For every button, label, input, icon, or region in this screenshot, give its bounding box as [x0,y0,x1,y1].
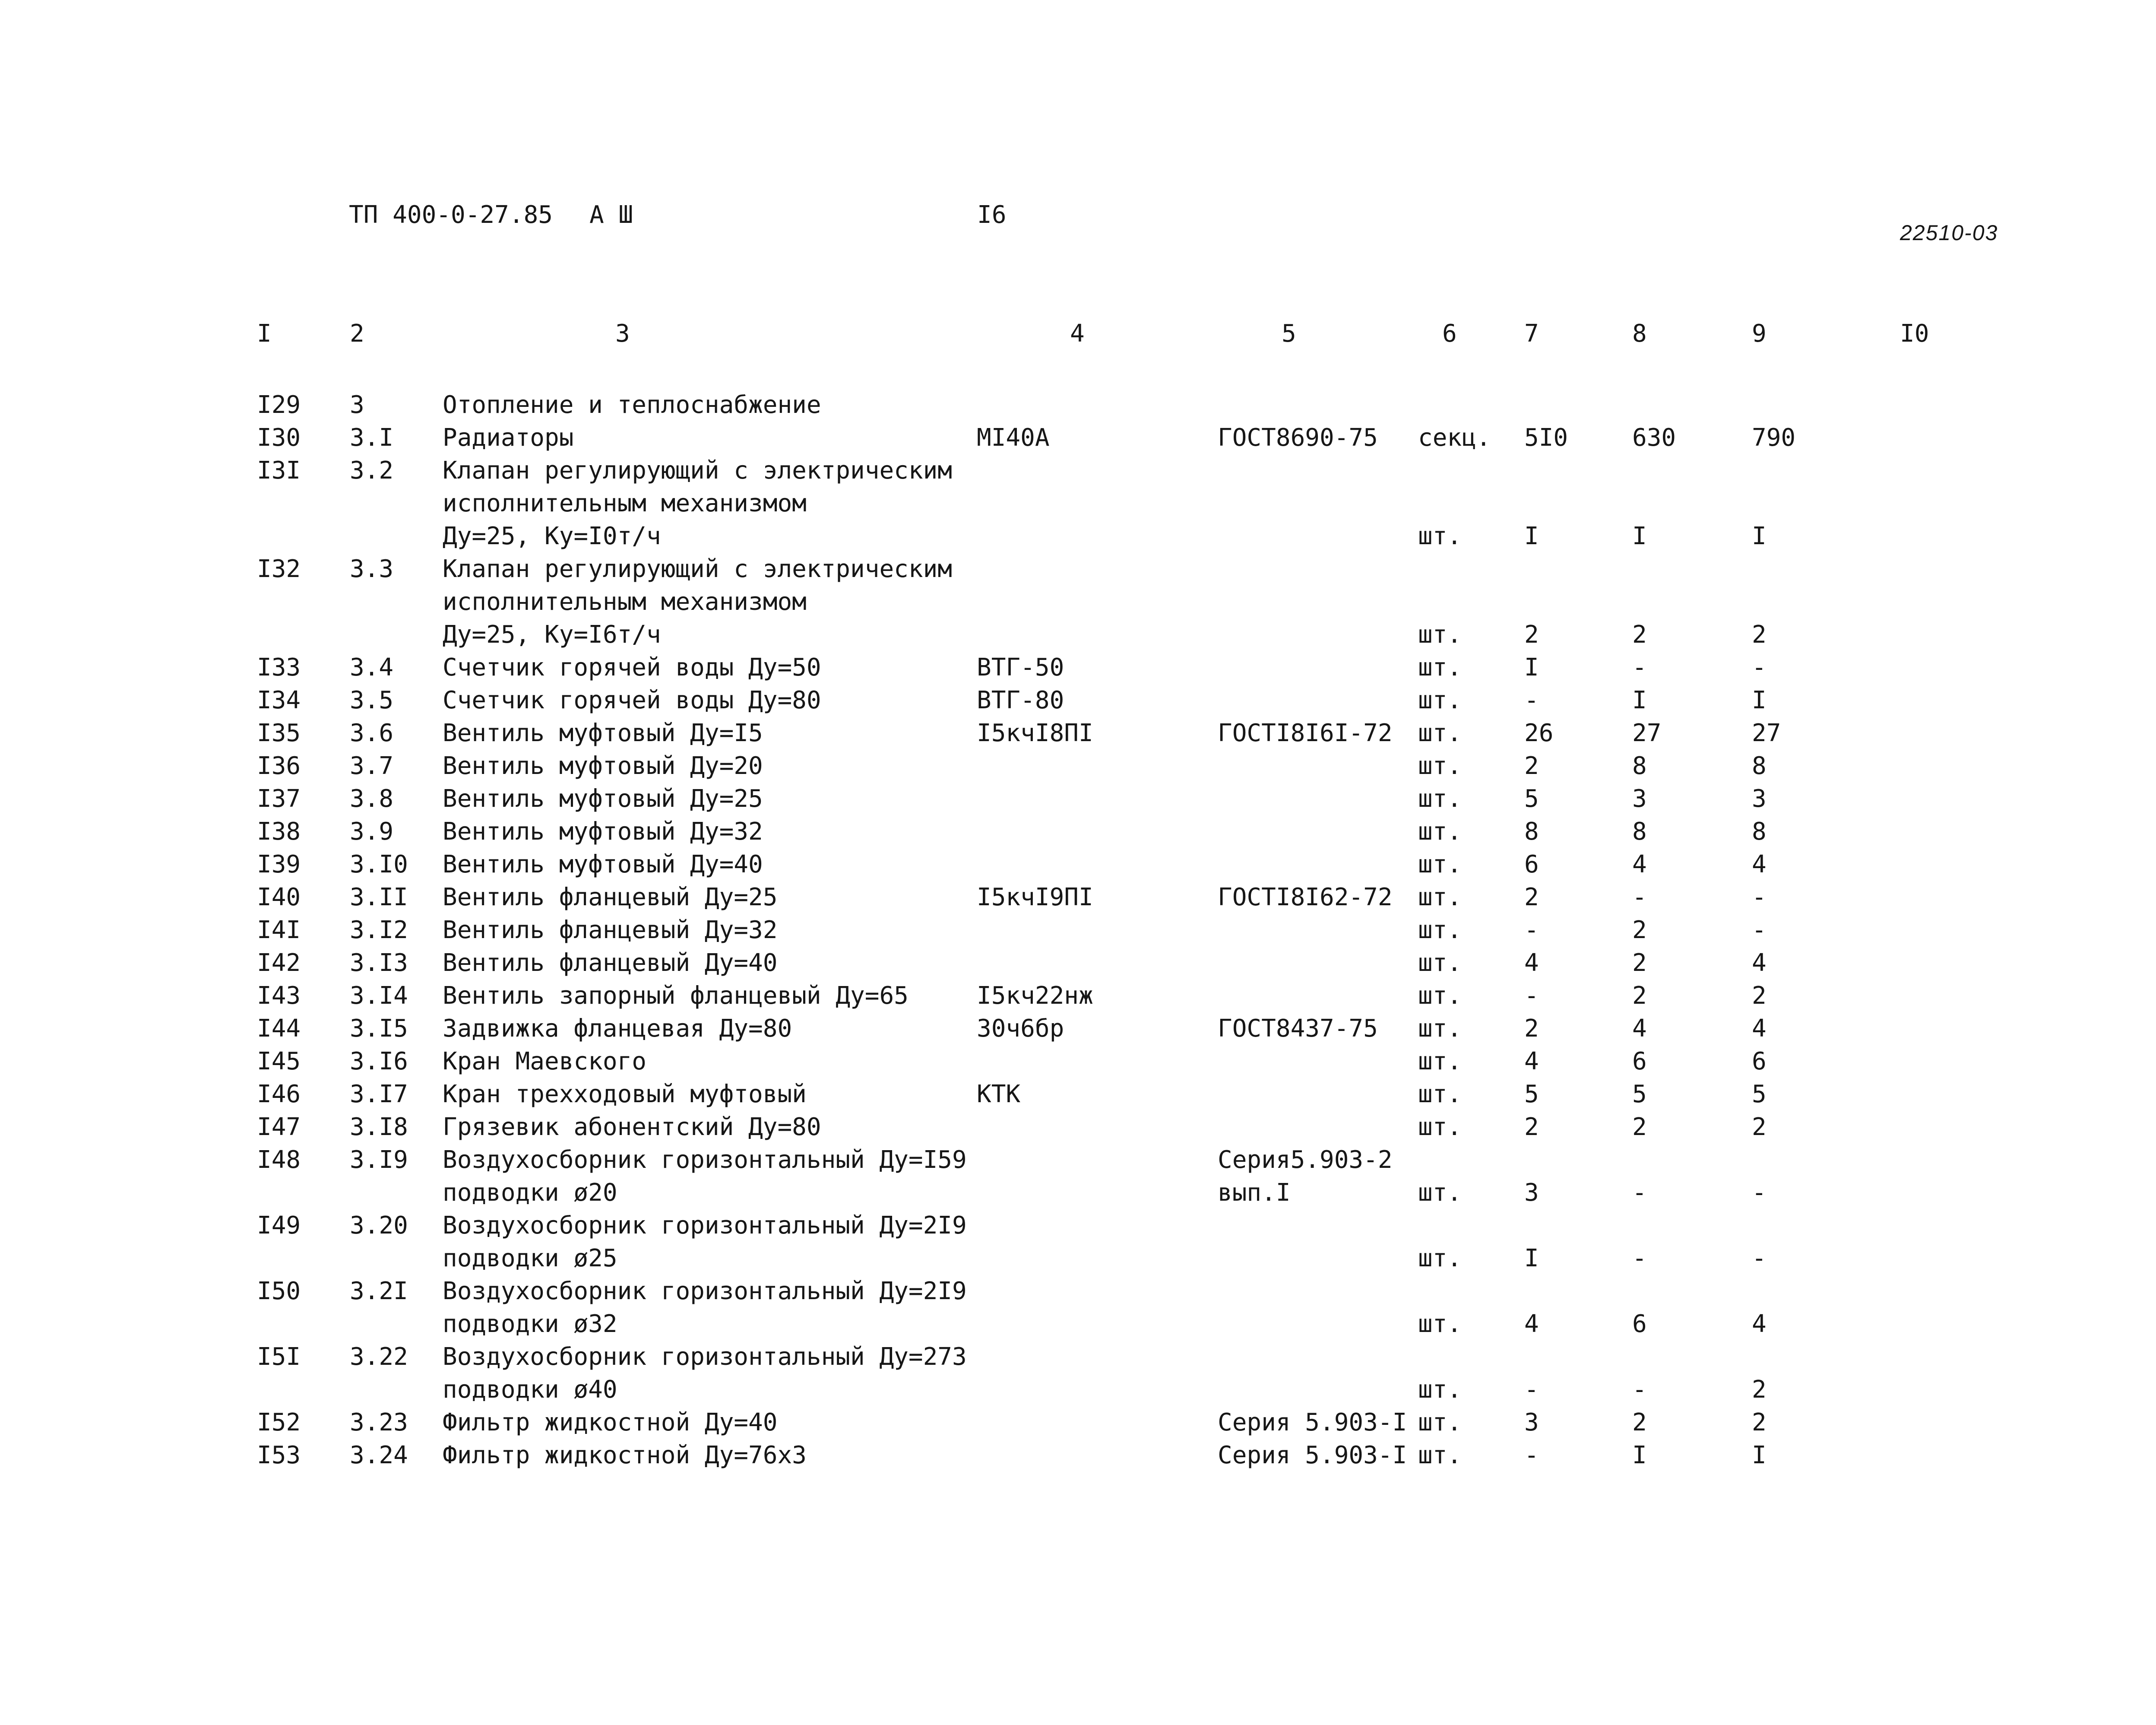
quantity-col9: 3 [1752,785,1767,813]
quantity-col8: - [1632,653,1647,682]
item-code: 3.9 [350,818,394,846]
unit: шт. [1418,1376,1462,1404]
quantity-col8: I [1632,1441,1647,1469]
item-name: Воздухосборник горизонтальный Ду=2I9 [443,1211,967,1240]
unit: шт. [1418,916,1462,944]
item-name: исполнительным механизмом [443,588,807,616]
quantity-col7: 5I0 [1524,424,1568,452]
row-line [0,1176,2156,1209]
item-code: 3.I6 [350,1047,408,1075]
quantity-col9: 2 [1752,982,1767,1010]
position-number: I34 [257,686,301,714]
position-number: I35 [257,719,301,747]
table-row [0,1439,2156,1472]
quantity-col8: - [1632,1179,1647,1207]
table-row [0,1045,2156,1078]
quantity-col9: - [1752,1244,1767,1272]
item-standard: ГОСТ8437-75 [1218,1015,1378,1043]
position-number: I50 [257,1277,301,1305]
item-type: ВТГ-50 [977,653,1064,682]
item-name: Вентиль фланцевый Ду=40 [443,949,778,977]
row-line [0,1078,2156,1111]
row-line [0,389,2156,422]
item-name: Радиаторы [443,424,574,452]
quantity-col8: 6 [1632,1310,1647,1338]
row-line [0,947,2156,980]
item-name: Отопление и теплоснабжение [443,391,821,419]
item-code: 3.4 [350,653,394,682]
quantity-col7: 5 [1524,785,1539,813]
position-number: I45 [257,1047,301,1075]
position-number: I29 [257,391,301,419]
quantity-col7: 5 [1524,1080,1539,1108]
item-name: Вентиль муфтовый Ду=32 [443,818,763,846]
quantity-col8: 2 [1632,1113,1647,1141]
item-name: Вентиль муфтовый Ду=40 [443,850,763,878]
item-standard: ГОСТI8I62-72 [1218,883,1393,911]
quantity-col8: 8 [1632,752,1647,780]
position-number: I38 [257,818,301,846]
row-line [0,618,2156,651]
item-code: 3.5 [350,686,394,714]
quantity-col9: 790 [1752,424,1796,452]
quantity-col9: 2 [1752,1113,1767,1141]
position-number: I48 [257,1146,301,1174]
table-row [0,1111,2156,1144]
item-name: Задвижка фланцевая Ду=80 [443,1015,792,1043]
item-code: 3.I8 [350,1113,408,1141]
unit: секц. [1418,424,1491,452]
item-code: 3.II [350,883,408,911]
quantity-col8: 6 [1632,1047,1647,1075]
quantity-col7: - [1524,1376,1539,1404]
item-standard: вып.I [1218,1179,1291,1207]
item-code: 3.6 [350,719,394,747]
unit: шт. [1418,818,1462,846]
quantity-col8: - [1632,883,1647,911]
position-number: I49 [257,1211,301,1240]
page-number: I6 [977,201,1007,229]
quantity-col7: 26 [1524,719,1554,747]
quantity-col8: 5 [1632,1080,1647,1108]
row-line [0,422,2156,454]
unit: шт. [1418,719,1462,747]
item-name: Вентиль фланцевый Ду=25 [443,883,778,911]
table-row [0,1341,2156,1406]
item-name: подводки ø32 [443,1310,617,1338]
column-number: 7 [1524,320,1539,348]
row-line [0,1373,2156,1406]
quantity-col7: 3 [1524,1179,1539,1207]
table-row [0,815,2156,848]
unit: шт. [1418,1113,1462,1141]
row-line [0,1209,2156,1242]
quantity-col7: 3 [1524,1408,1539,1436]
quantity-col8: 4 [1632,850,1647,878]
item-name: Фильтр жидкостной Ду=40 [443,1408,778,1436]
column-number: I0 [1900,320,1929,348]
item-code: 3.24 [350,1441,408,1469]
quantity-col9: 4 [1752,1310,1767,1338]
quantity-col7: - [1524,1441,1539,1469]
quantity-col9: - [1752,1179,1767,1207]
item-code: 3.23 [350,1408,408,1436]
unit: шт. [1418,883,1462,911]
row-line [0,651,2156,684]
column-number: 9 [1752,320,1767,348]
position-number: I53 [257,1441,301,1469]
quantity-col7: I [1524,522,1539,550]
quantity-col7: I [1524,653,1539,682]
item-type: I5кчI8ПI [977,719,1093,747]
unit: шт. [1418,621,1462,649]
row-line [0,487,2156,520]
quantity-col9: I [1752,686,1767,714]
table-row [0,1012,2156,1045]
item-name: Ду=25, Ку=I0т/ч [443,522,661,550]
document-code: ТП 400-0-27.85 [349,201,553,229]
item-code: 3.I0 [350,850,408,878]
item-code: 3.I [350,424,394,452]
quantity-col7: 4 [1524,949,1539,977]
position-number: I4I [257,916,301,944]
item-name: Воздухосборник горизонтальный Ду=2I9 [443,1277,967,1305]
item-code: 3.3 [350,555,394,583]
quantity-col7: 8 [1524,818,1539,846]
item-name: Клапан регулирующий с электрическим [443,457,953,485]
specification-table [0,389,2156,1472]
row-line [0,750,2156,783]
item-name: Ду=25, Ку=I6т/ч [443,621,661,649]
quantity-col8: 2 [1632,982,1647,1010]
item-type: I5кчI9ПI [977,883,1093,911]
item-code: 3.I3 [350,949,408,977]
item-code: 3.7 [350,752,394,780]
position-number: I44 [257,1015,301,1043]
quantity-col7: I [1524,1244,1539,1272]
quantity-col7: 2 [1524,1015,1539,1043]
item-name: подводки ø25 [443,1244,617,1272]
row-line [0,881,2156,914]
table-row [0,947,2156,980]
column-number: 2 [350,320,364,348]
row-line [0,783,2156,815]
quantity-col7: 4 [1524,1310,1539,1338]
item-standard: Серия5.903-2 [1218,1146,1393,1174]
quantity-col8: 2 [1632,621,1647,649]
item-name: Фильтр жидкостной Ду=76х3 [443,1441,807,1469]
table-row [0,553,2156,651]
position-number: I47 [257,1113,301,1141]
quantity-col9: 27 [1752,719,1781,747]
item-code: 3.20 [350,1211,408,1240]
quantity-col8: I [1632,686,1647,714]
quantity-col9: 8 [1752,818,1767,846]
item-standard: ГОСТ8690-75 [1218,424,1378,452]
quantity-col8: 27 [1632,719,1662,747]
item-standard: Серия 5.903-I [1218,1441,1407,1469]
item-code: 3.2I [350,1277,408,1305]
column-number-row [0,320,2156,354]
table-row [0,1209,2156,1275]
quantity-col9: 8 [1752,752,1767,780]
row-line [0,454,2156,487]
table-row [0,651,2156,684]
column-number: 4 [1070,320,1085,348]
quantity-col9: 6 [1752,1047,1767,1075]
item-name: подводки ø20 [443,1179,617,1207]
unit: шт. [1418,1244,1462,1272]
quantity-col7: 2 [1524,883,1539,911]
row-line [0,914,2156,947]
unit: шт. [1418,949,1462,977]
item-name: Вентиль муфтовый Ду=I5 [443,719,763,747]
item-name: Воздухосборник горизонтальный Ду=I59 [443,1146,967,1174]
item-name: Клапан регулирующий с электрическим [443,555,953,583]
table-row [0,1144,2156,1209]
table-row [0,389,2156,422]
quantity-col9: 5 [1752,1080,1767,1108]
quantity-col7: - [1524,982,1539,1010]
table-row [0,980,2156,1012]
table-row [0,717,2156,750]
table-row [0,1275,2156,1341]
quantity-col9: - [1752,883,1767,911]
row-line [0,980,2156,1012]
unit: шт. [1418,1441,1462,1469]
position-number: I52 [257,1408,301,1436]
position-number: I5I [257,1343,301,1371]
item-name: Воздухосборник горизонтальный Ду=273 [443,1343,967,1371]
item-code: 3.I5 [350,1015,408,1043]
row-line [0,815,2156,848]
item-standard: ГОСТI8I6I-72 [1218,719,1393,747]
archive-stamp: 22510-03 [1900,221,1998,245]
position-number: I46 [257,1080,301,1108]
table-row [0,848,2156,881]
row-line [0,717,2156,750]
unit: шт. [1418,1015,1462,1043]
position-number: I39 [257,850,301,878]
item-code: 3.22 [350,1343,408,1371]
column-number: 8 [1632,320,1647,348]
quantity-col9: I [1752,522,1767,550]
item-code: 3.I7 [350,1080,408,1108]
item-type: КТК [977,1080,1021,1108]
table-row [0,783,2156,815]
quantity-col8: - [1632,1244,1647,1272]
row-line [0,520,2156,553]
row-line [0,848,2156,881]
unit: шт. [1418,686,1462,714]
item-name: Грязевик абонентский Ду=80 [443,1113,821,1141]
column-number: I [257,320,272,348]
item-code: 3.I4 [350,982,408,1010]
column-number: 5 [1282,320,1296,348]
quantity-col8: 3 [1632,785,1647,813]
position-number: I36 [257,752,301,780]
quantity-col9: 4 [1752,949,1767,977]
row-line [0,553,2156,586]
item-type: МI40А [977,424,1050,452]
row-line [0,586,2156,618]
row-line [0,1406,2156,1439]
unit: шт. [1418,850,1462,878]
row-line [0,1144,2156,1176]
row-line [0,1341,2156,1373]
quantity-col8: 2 [1632,916,1647,944]
unit: шт. [1418,785,1462,813]
table-row [0,454,2156,553]
item-type: 30ч6бр [977,1015,1064,1043]
quantity-col8: I [1632,522,1647,550]
table-row [0,914,2156,947]
item-code: 3.2 [350,457,394,485]
quantity-col9: - [1752,653,1767,682]
quantity-col8: 4 [1632,1015,1647,1043]
table-row [0,1078,2156,1111]
row-line [0,1275,2156,1308]
unit: шт. [1418,522,1462,550]
item-name: подводки ø40 [443,1376,617,1404]
position-number: I3I [257,457,301,485]
quantity-col9: 2 [1752,1376,1767,1404]
item-name: Счетчик горячей воды Ду=50 [443,653,821,682]
quantity-col7: 4 [1524,1047,1539,1075]
quantity-col8: 630 [1632,424,1676,452]
column-number: 3 [615,320,630,348]
item-standard: Серия 5.903-I [1218,1408,1407,1436]
album-label: А Ш [589,201,633,229]
item-code: 3 [350,391,364,419]
unit: шт. [1418,982,1462,1010]
quantity-col8: 2 [1632,949,1647,977]
quantity-col9: 2 [1752,621,1767,649]
quantity-col7: 2 [1524,621,1539,649]
quantity-col7: 2 [1524,1113,1539,1141]
table-row [0,422,2156,454]
position-number: I40 [257,883,301,911]
item-type: I5кч22нж [977,982,1093,1010]
position-number: I37 [257,785,301,813]
quantity-col7: 6 [1524,850,1539,878]
quantity-col7: 2 [1524,752,1539,780]
item-name: Счетчик горячей воды Ду=80 [443,686,821,714]
item-name: Вентиль запорный фланцевый Ду=65 [443,982,909,1010]
quantity-col7: - [1524,686,1539,714]
position-number: I32 [257,555,301,583]
quantity-col8: 2 [1632,1408,1647,1436]
item-name: Вентиль фланцевый Ду=32 [443,916,778,944]
unit: шт. [1418,752,1462,780]
position-number: I42 [257,949,301,977]
column-number: 6 [1442,320,1457,348]
position-number: I43 [257,982,301,1010]
item-code: 3.I2 [350,916,408,944]
row-line [0,1045,2156,1078]
item-name: Вентиль муфтовый Ду=20 [443,752,763,780]
quantity-col8: 8 [1632,818,1647,846]
unit: шт. [1418,1310,1462,1338]
unit: шт. [1418,1408,1462,1436]
row-line [0,1242,2156,1275]
position-number: I33 [257,653,301,682]
item-name: Кран Маевского [443,1047,647,1075]
unit: шт. [1418,1047,1462,1075]
row-line [0,684,2156,717]
item-name: исполнительным механизмом [443,489,807,517]
unit: шт. [1418,653,1462,682]
quantity-col9: 2 [1752,1408,1767,1436]
quantity-col9: - [1752,916,1767,944]
quantity-col9: 4 [1752,850,1767,878]
quantity-col8: - [1632,1376,1647,1404]
item-type: ВТГ-80 [977,686,1064,714]
item-code: 3.8 [350,785,394,813]
table-row [0,684,2156,717]
item-code: 3.I9 [350,1146,408,1174]
table-row [0,881,2156,914]
quantity-col7: - [1524,916,1539,944]
item-name: Кран трехходовый муфтовый [443,1080,807,1108]
row-line [0,1111,2156,1144]
unit: шт. [1418,1080,1462,1108]
row-line [0,1012,2156,1045]
table-row [0,750,2156,783]
quantity-col9: 4 [1752,1015,1767,1043]
table-row [0,1406,2156,1439]
quantity-col9: I [1752,1441,1767,1469]
position-number: I30 [257,424,301,452]
row-line [0,1308,2156,1341]
item-name: Вентиль муфтовый Ду=25 [443,785,763,813]
unit: шт. [1418,1179,1462,1207]
row-line [0,1439,2156,1472]
